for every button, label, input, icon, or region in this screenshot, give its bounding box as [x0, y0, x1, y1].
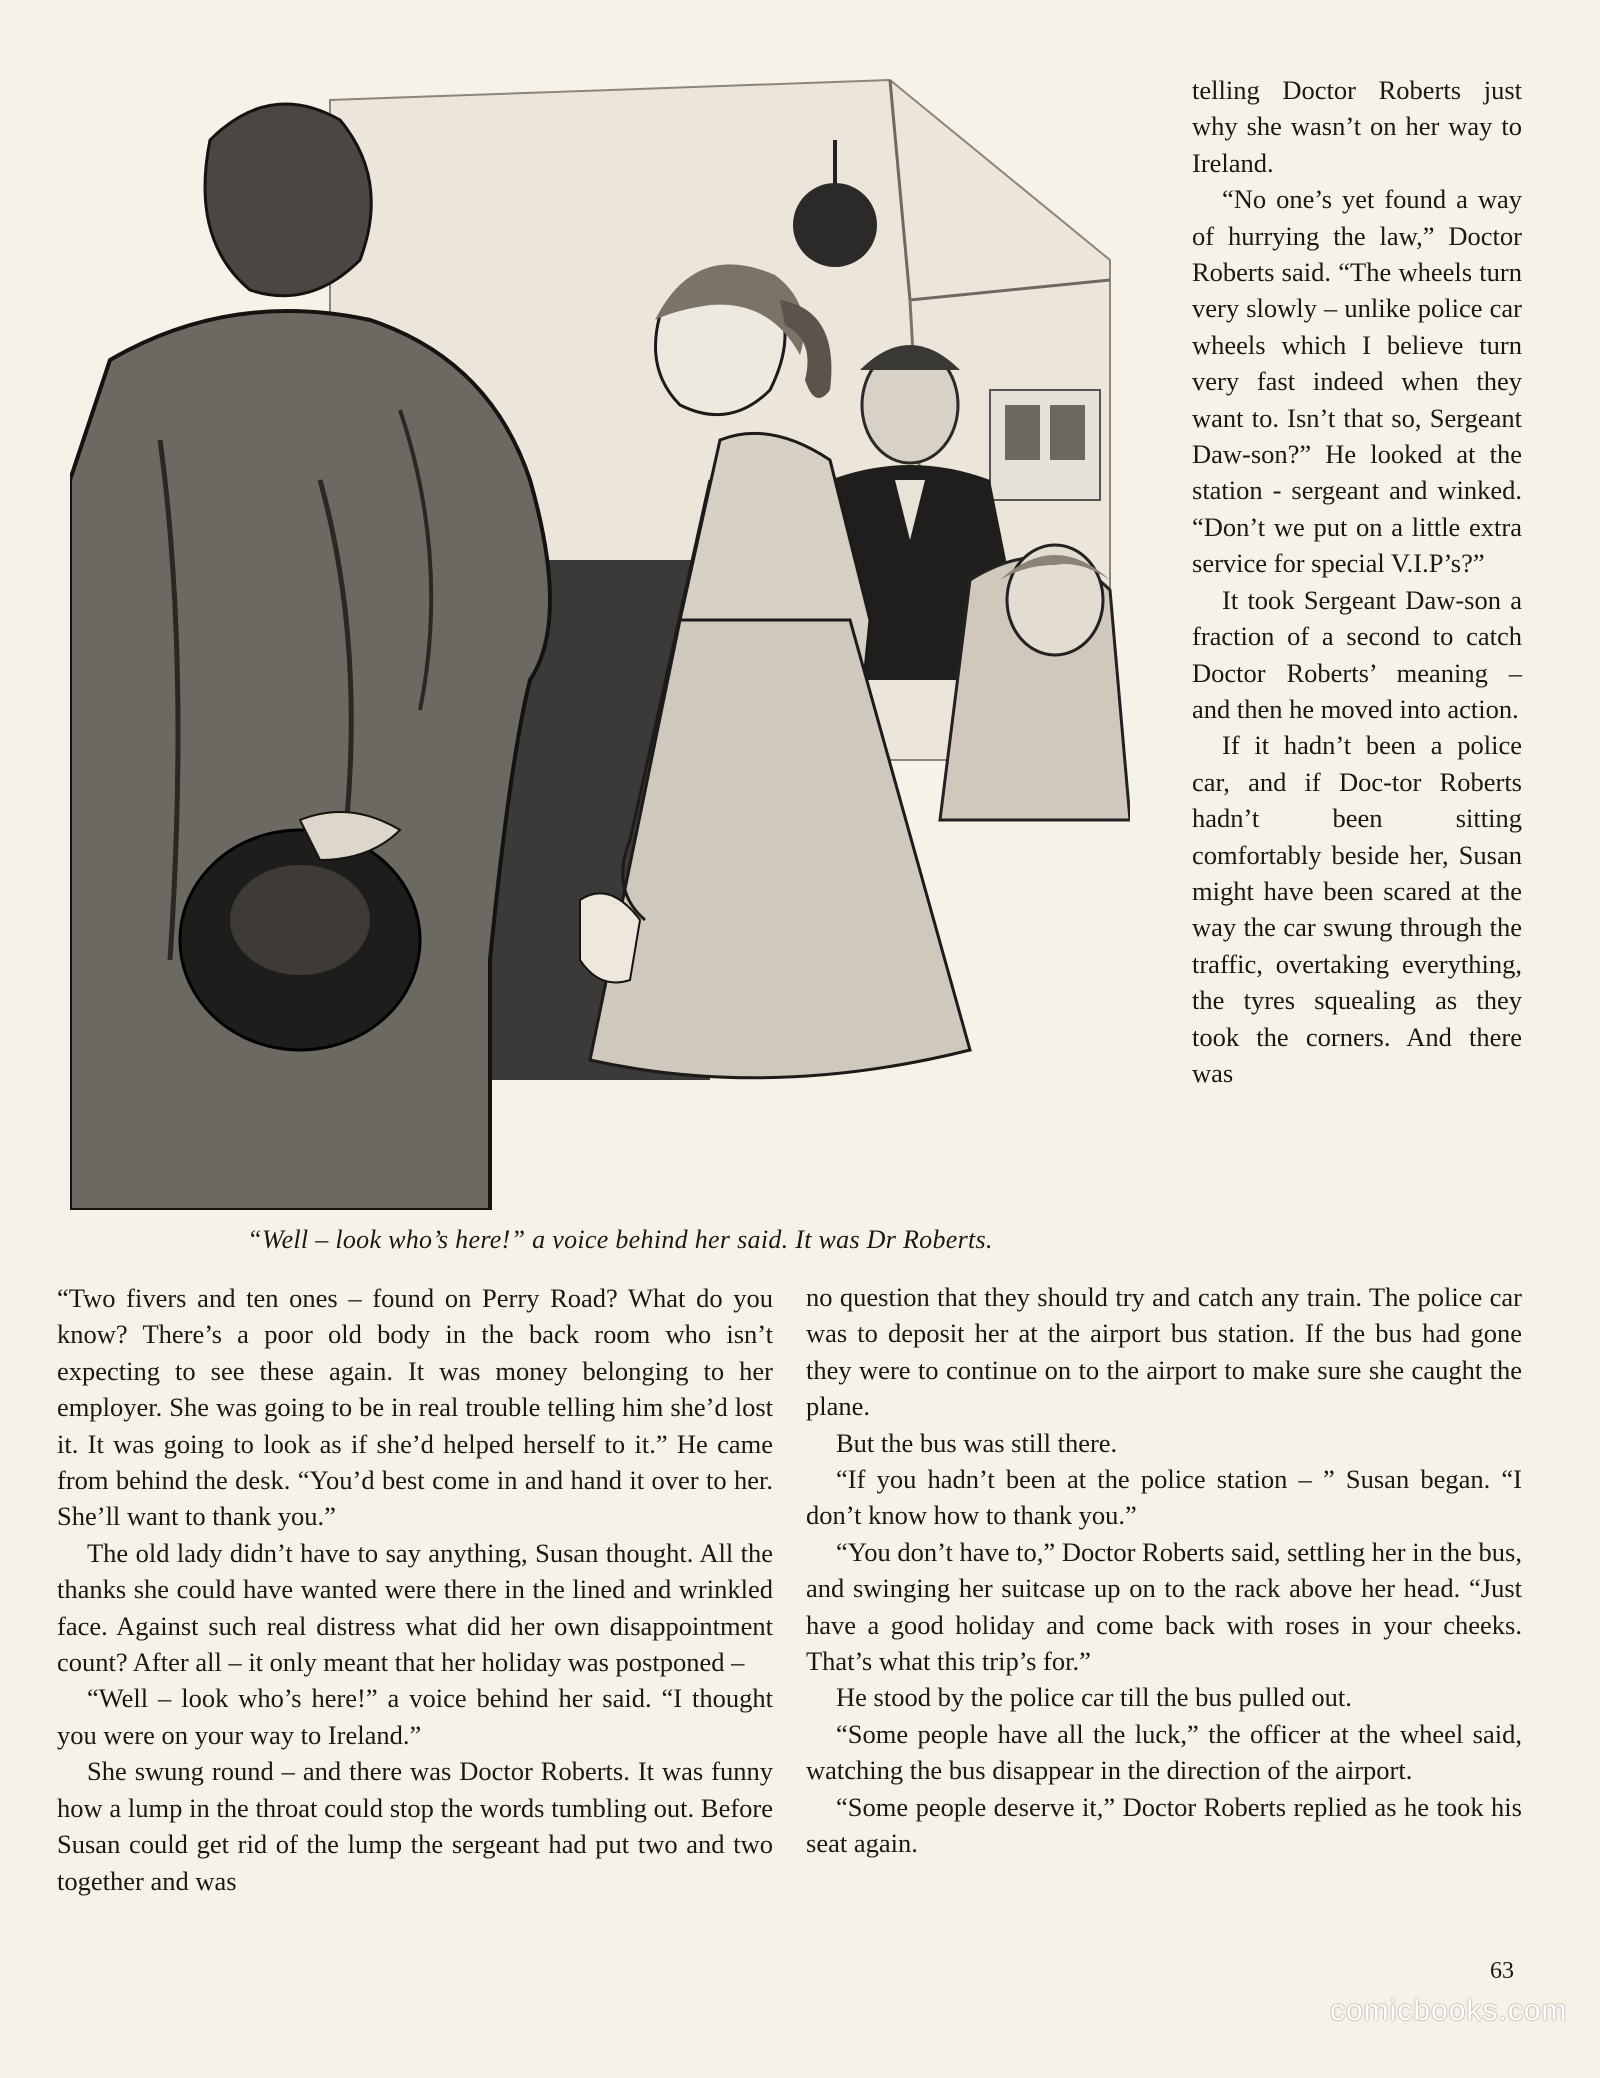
paragraph: telling Doctor Roberts just why she wasn’t on her way to Ireland. [1192, 75, 1522, 178]
paragraph: She swung round – and there was Doctor Roberts. It was funny how a lump in the throat could stop the words tumbling out. Before Susan could get rid of the lump the sergeant had put two and two together and was [57, 1756, 773, 1896]
paragraph: The old lady didn’t have to say anything, Susan thought. All the thanks she could have wanted were there in the lined and wrinkled face. Against such real distress what did her own disappointment count? After all – it only meant that her holiday was postponed – [57, 1537, 773, 1678]
story-illustration [70, 60, 1130, 1210]
right-column-bottom-text [806, 1279, 1522, 1862]
paragraph: If it hadn’t been a police car, and if Doc-tor Roberts hadn’t been sitting comfortably beside her, Susan might have been scared at the way the car swung through the traffic, overtaking everything, the tyres squealing as they took the corners. And there was [1192, 730, 1522, 1088]
paragraph: “Some people have all the luck,” the officer at the wheel said, watching the bus disappear in the direction of the airport. [806, 1718, 1522, 1786]
paragraph: But the bus was still there. [836, 1427, 1118, 1458]
paragraph: “You don’t have to,” Doctor Roberts said, settling her in the bus, and swinging her suitcase up on to the rack above her head. “Just have a good holiday and come back with roses in your cheeks. That’s what this trip’s for.” [806, 1536, 1522, 1677]
illustration-caption: “Well – look who’s here!” a voice behind her said. It was Dr Roberts. [247, 1225, 993, 1254]
page-number: 63 [1490, 1958, 1514, 1984]
right-column-top-text [1192, 72, 1522, 1091]
watermark: comicbooks.com [1330, 1994, 1568, 2027]
paragraph: no question that they should try and catch any train. The police car was to deposit her at the airport bus station. If the bus had gone they were to continue on to the airport to make sure she caught the plane. [806, 1282, 1522, 1422]
paragraph: “Two fivers and ten ones – found on Perry Road? What do you know? There’s a poor old body in the back room who isn’t expecting to see these again. It was money belonging to her employer. She was going to be in real trouble telling him she’d lost it. It was going to look as if she’d helped herself to it.” He came from behind the desk. “You’d best come in and hand it over to her. She’ll want to thank you.” [57, 1283, 773, 1532]
paragraph: It took Sergeant Daw-son a fraction of a second to catch Doctor Roberts’ meaning – and then he moved into action. [1192, 584, 1522, 724]
left-column-text [57, 1280, 773, 1899]
paragraph: “No one’s yet found a way of hurrying the law,” Doctor Roberts said. “The wheels turn very slowly – unlike police car wheels which I believe turn very fast indeed when they want to. Isn’t that so, Sergeant Daw-son?” He looked at the station - sergeant and winked. “Don’t we put on a little extra service for special V.I.P’s?” [1192, 184, 1522, 579]
paragraph: “If you hadn’t been at the police station – ” Susan began. “I don’t know how to thank you.” [806, 1464, 1522, 1531]
paragraph: He stood by the police car till the bus pulled out. [836, 1682, 1352, 1713]
paragraph: “Some people deserve it,” Doctor Roberts replied as he took his seat again. [806, 1791, 1522, 1859]
paragraph: “Well – look who’s here!” a voice behind her said. “I thought you were on your way to Ireland.” [57, 1683, 773, 1750]
